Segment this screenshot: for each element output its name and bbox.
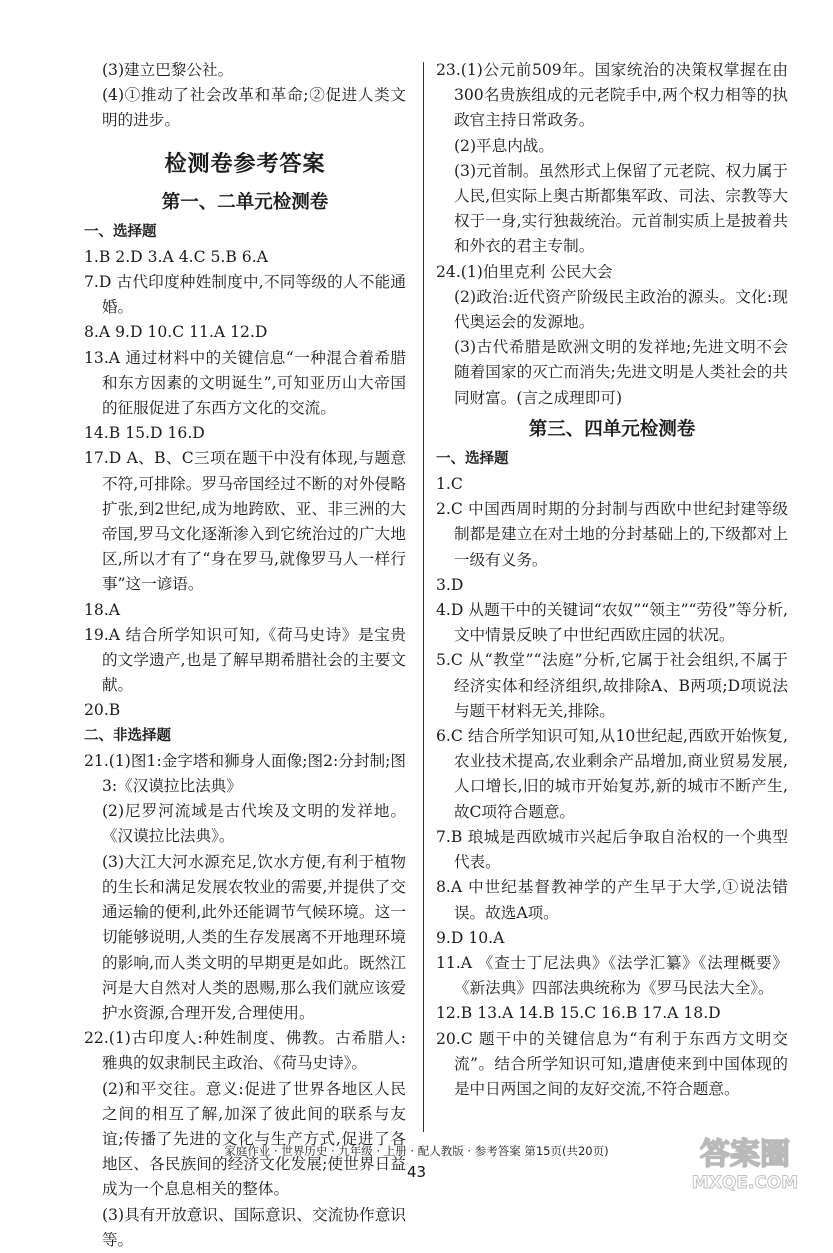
section-heading: 二、非选择题 [84,727,171,744]
right-column [436,58,788,1102]
answer-item: 4.D 从题干中的关键词“农奴”“领主”“劳役”等分析,文中情景反映了中世纪西欧庄园的状况。 [436,601,788,645]
answer-item: 8.A 中世纪基督教神学的产生早于大学,①说法错误。故选A项。 [436,878,788,922]
answer-item: 14.B 15.D 16.D [84,424,205,443]
section-heading: 一、选择题 [436,450,509,467]
answer-item: 3.D [436,575,464,594]
column-divider [423,62,424,1132]
section-heading: 一、选择题 [84,223,157,240]
answer-item: 24.(1)伯里克利 公民大会 [436,262,613,281]
answer-item: 6.C 结合所学知识可知,从10世纪起,西欧开始恢复,农业技术提高,农业剩余产品增加,商业贸易发展,人口增长,旧的城市开始复苏,新的城市不断产生,故C项符合题意。 [436,727,788,821]
answer-subitem: (3)具有开放意识、国际意识、交流协作意识等。 [101,1205,406,1249]
answer-item: 18.A [84,600,121,619]
answer-item: 11.A 《查士丁尼法典》《法学汇纂》《法理概要》《新法典》四部法典统称为《罗马民法大全》。 [436,953,788,998]
answer-subitem: (2)政治:近代资产阶级民主政治的源头。文化:现代奥运会的发源地。 [453,287,788,332]
answer-item: 12.B 13.A 14.B 15.C 16.B 17.A 18.D [436,1004,721,1023]
answer-item: 1.C [436,475,463,494]
answer-subitem: (3)元首制。虽然形式上保留了元老院、权力属于人民,但实际上奥古斯都集军政、司法、宗教等大权于一身,实行独裁统治。元首制实质上是披着共和外衣的君主专制。 [453,161,788,256]
watermark-logo [665,1128,825,1194]
answer-item: 21.(1)图1:金字塔和狮身人面像;图2:分封制;图3:《汉谟拉比法典》 [84,751,406,796]
answer-item: 23.(1)公元前509年。国家统治的决策权掌握在由300名贵族组成的元老院手中,两个权力相等的执政官主持日常政务。 [436,61,788,130]
answer-item: 22.(1)古印度人:种姓制度、佛教。古希腊人:雅典的奴隶制民主政治、《荷马史诗》。 [84,1029,406,1073]
answer-line: (4)①推动了社会改革和革命;②促进人类文明的进步。 [101,86,406,130]
answer-item: 2.C 中国西周时期的分封制与西欧中世纪封建等级制都是建立在对土地的分封基础上的,下级都对上一级有义务。 [436,500,788,569]
answer-subitem: (3)古代希腊是欧洲文明的发祥地;先进文明不会随着国家的灭亡而消失;先进文明是人类社会的共同财富。(言之成理即可) [453,338,788,407]
page-number: 43 [406,1163,427,1181]
answer-item: 19.A 结合所学知识可知,《荷马史诗》是宝贵的文学遗产,也是了解早期希腊社会的主要文献。 [84,625,406,695]
answer-item: 7.B 琅城是西欧城市兴起后争取自治权的一个典型代表。 [436,827,788,872]
unit-title: 第一、二单元检测卷 [161,191,329,213]
answer-subitem: (2)和平交往。意义:促进了世界各地区人民之间的相互了解,加深了彼此间的联系与友谊;传播了先进的文化与生产方式,促进了各地区、各民族间的经济文化发展;使世界日益成为一个息息相关的整体。 [101,1079,406,1199]
answer-subitem: (3)大江大河水源充足,饮水方便,有利于植物的生长和满足发展农牧业的需要,并提供了交通运输的便利,此外还能调节气候环境。这一切能够说明,人类的生存发展离不开地理环境的影响,而人类文明的早期更是如此。既然江河是大自然对人类的恩赐,那么我们就应该爱护水资源,合理开发,合理使用。 [101,852,406,1022]
answer-line: (3)建立巴黎公社。 [101,61,234,79]
watermark-url: MXQE.COM [691,1173,799,1193]
watermark-text: 答案圈 [700,1137,790,1172]
answer-item: 9.D 10.A [436,928,505,947]
unit-title: 第三、四单元检测卷 [528,418,696,440]
answer-subitem: (2)平息内战。 [453,136,554,155]
answer-item: 13.A 通过材料中的关键信息“一种混合着希腊和东方因素的文明诞生”,可知亚历山大帝国的征服促进了东西方文化的交流。 [84,348,406,418]
answer-item: 5.C 从“教堂”“法庭”分析,它属于社会组织,不属于经济实体和经济组织,故排除A、B两项;D项说法与题干材料无关,排除。 [436,651,788,720]
main-title: 检测卷参考答案 [164,151,326,177]
page-footer: 家庭作业 · 世界历史 · 九年级 · 上册 · 配人教版 · 参考答案 第15页(共20页) [224,1144,609,1158]
answer-item: 17.D A、B、C三项在题干中没有体现,与题意不符,可排除。罗马帝国经过不断的对外侵略扩张,到2世纪,成为地跨欧、亚、非三洲的大帝国,罗马文化逐渐渗入到它统治过的广大地区,所以才有了“身在罗马,就像罗马人一样行事”这一谚语。 [84,449,406,594]
answer-item: 20.B [84,701,121,720]
left-column [84,58,406,1253]
answer-subitem: (2)尼罗河流域是古代埃及文明的发祥地。《汉谟拉比法典》。 [101,802,406,846]
answer-item: 1.B 2.D 3.A 4.C 5.B 6.A [84,247,268,266]
answer-item: 8.A 9.D 10.C 11.A 12.D [84,323,268,342]
answer-item: 7.D 古代印度种姓制度中,不同等级的人不能通婚。 [84,273,406,317]
answer-item: 20.C 题干中的关键信息为“有利于东西方文明交流”。结合所学知识可知,遣唐使来到中国体现的是中日两国之间的友好交流,不符合题意。 [436,1029,788,1098]
